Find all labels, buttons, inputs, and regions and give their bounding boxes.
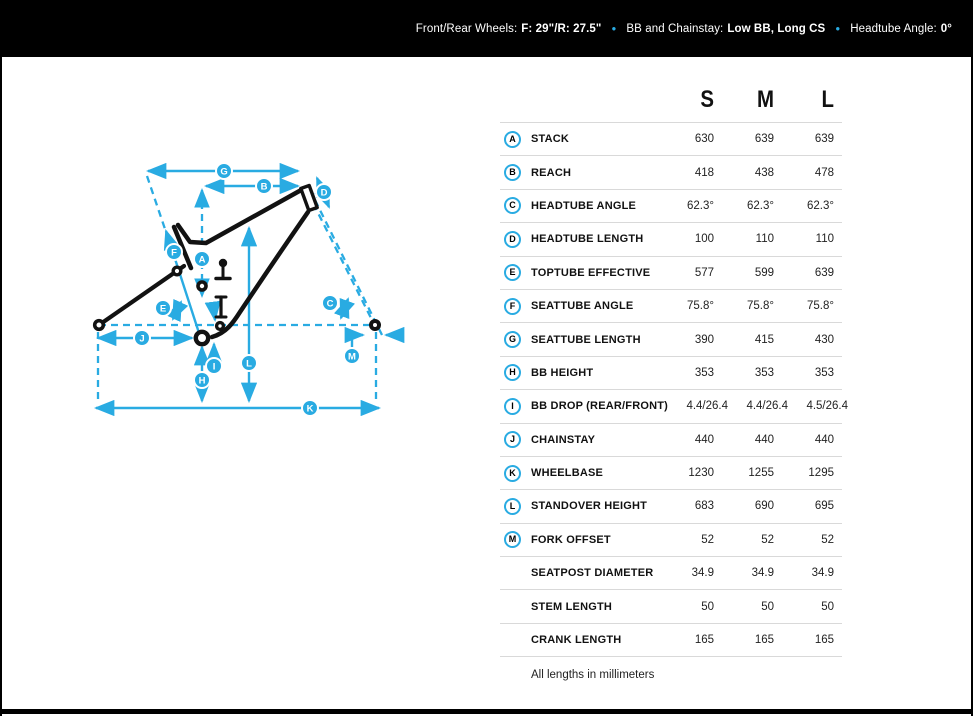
table-row (500, 424, 842, 457)
diagram-badge-f (166, 244, 182, 260)
table-row (500, 590, 842, 623)
row-badge: F (504, 298, 521, 315)
diagram-badge-k (302, 400, 318, 416)
diagram-badge-e (155, 300, 171, 316)
value-s: 418 (694, 166, 714, 179)
diagram-badge-c (322, 295, 338, 311)
value-s: 440 (694, 433, 714, 446)
value-m: 165 (754, 634, 774, 647)
rear-axle (95, 321, 104, 330)
svg-text:E: E (159, 303, 167, 315)
value-l: 695 (814, 500, 834, 513)
value-s: 1230 (688, 467, 714, 480)
table-row (500, 624, 842, 657)
bb-chainstay-value: Low BB, Long CS (727, 22, 826, 35)
row-badge: M (504, 531, 521, 548)
value-l: 478 (814, 166, 834, 179)
row-label: WHEELBASE (531, 467, 604, 480)
value-s: 50 (701, 600, 714, 613)
headtube-angle-value: 0° (940, 22, 952, 35)
bottom-bar (0, 709, 973, 714)
svg-text:F: F (171, 247, 177, 259)
value-s: 165 (694, 634, 714, 647)
diagram-badge-j (134, 330, 150, 346)
table-header (500, 78, 842, 123)
bottom-bracket (196, 332, 208, 344)
value-l: 34.9 (811, 567, 834, 580)
svg-text:K: K (306, 403, 314, 415)
svg-text:I: I (212, 361, 216, 373)
table-row (500, 457, 842, 490)
row-label: CHAINSTAY (531, 433, 596, 446)
row-badge: C (504, 197, 521, 214)
seatpost-icon (216, 260, 230, 279)
value-l: 62.3° (807, 199, 834, 212)
svg-text:C: C (326, 298, 334, 310)
value-l: 50 (821, 600, 834, 613)
diagram-badge-d (316, 184, 332, 200)
row-label: TOPTUBE EFFECTIVE (531, 266, 651, 279)
value-m: 415 (754, 333, 774, 346)
seattube-marker (198, 282, 206, 290)
row-badge: G (504, 331, 521, 348)
svg-text:J: J (139, 333, 145, 345)
svg-text:G: G (220, 166, 228, 178)
value-s: 34.9 (691, 567, 714, 580)
value-l: 639 (814, 266, 834, 279)
value-s: 683 (694, 500, 714, 513)
value-l: 52 (821, 533, 834, 546)
table-row (500, 190, 842, 223)
seatpost-insert-icon (216, 297, 226, 317)
svg-text:H: H (198, 375, 206, 387)
value-m: 639 (754, 133, 774, 146)
value-m: 75.8° (747, 300, 774, 313)
value-m: 438 (754, 166, 774, 179)
row-badge: B (504, 164, 521, 181)
value-m: 52 (761, 533, 774, 546)
headtube-angle-label: Headtube Angle: (850, 22, 937, 35)
diagram-badge-m (344, 348, 360, 364)
units-note: All lengths in millimeters (531, 669, 655, 682)
table-row (500, 390, 849, 423)
value-l: 75.8° (807, 300, 834, 313)
value-s: 75.8° (687, 300, 714, 313)
row-badge: L (504, 498, 521, 515)
value-l: 639 (814, 133, 834, 146)
pivot (173, 267, 181, 275)
value-s: 390 (694, 333, 714, 346)
value-m: 353 (754, 366, 774, 379)
table-row (500, 490, 842, 523)
value-m: 599 (754, 266, 774, 279)
bullet-separator: ● (611, 23, 617, 33)
row-badge: K (504, 465, 521, 482)
diagram-badge-g (216, 163, 232, 179)
row-label: STEM LENGTH (531, 600, 613, 613)
value-s: 630 (694, 133, 714, 146)
row-badge: D (504, 231, 521, 248)
table-row (500, 357, 842, 390)
wheel-spec-value: F: 29"/R: 27.5" (521, 22, 602, 35)
bb-drop-marker (217, 323, 224, 330)
row-label: FORK OFFSET (531, 533, 611, 546)
table-row (500, 290, 842, 323)
svg-text:B: B (260, 181, 268, 193)
row-label: STANDOVER HEIGHT (531, 500, 648, 513)
value-s: 353 (694, 366, 714, 379)
column-header-m: M (757, 86, 774, 113)
bullet-separator: ● (835, 23, 841, 33)
row-label: SEATTUBE LENGTH (531, 333, 641, 346)
svg-text:A: A (198, 254, 206, 266)
diagram-badge-h (194, 372, 210, 388)
front-axle (371, 321, 379, 329)
row-label: SEATPOST DIAMETER (531, 567, 654, 580)
value-m: 50 (761, 600, 774, 613)
diagram-badge-l (241, 355, 257, 371)
diagram-badge-i (206, 358, 222, 374)
value-m: 62.3° (747, 199, 774, 212)
table-row (500, 524, 842, 557)
table-row (500, 123, 842, 156)
table-row (500, 323, 842, 356)
table-row (500, 557, 842, 590)
row-label: BB HEIGHT (531, 366, 594, 379)
row-badge: H (504, 364, 521, 381)
value-l: 430 (814, 333, 834, 346)
value-l: 4.5/26.4 (806, 400, 849, 413)
row-badge: I (504, 398, 521, 415)
svg-text:M: M (348, 351, 356, 363)
svg-text:D: D (320, 187, 328, 199)
column-header-s: S (700, 86, 714, 113)
svg-text:L: L (246, 358, 252, 370)
wheel-spec-label: Front/Rear Wheels: (415, 22, 518, 35)
frame-outline (95, 186, 379, 345)
table-row (500, 257, 842, 290)
value-l: 353 (814, 366, 834, 379)
dimension-lines (96, 171, 400, 408)
diagram-badge-b (256, 178, 272, 194)
row-label: CRANK LENGTH (531, 634, 622, 647)
row-badge: J (504, 431, 521, 448)
row-label: HEADTUBE ANGLE (531, 199, 637, 212)
value-l: 165 (814, 634, 834, 647)
table-row (500, 156, 842, 189)
row-badge: E (504, 264, 521, 281)
value-l: 1295 (808, 467, 834, 480)
row-label: SEATTUBE ANGLE (531, 300, 634, 313)
dashed-construction-lines (98, 176, 382, 403)
value-m: 110 (755, 233, 774, 246)
row-label: REACH (531, 166, 572, 179)
value-l: 440 (814, 433, 834, 446)
value-s: 4.4/26.4 (686, 400, 729, 413)
row-badge: A (504, 131, 521, 148)
bb-chainstay-label: BB and Chainstay: (626, 22, 724, 35)
value-m: 690 (754, 500, 774, 513)
row-label: HEADTUBE LENGTH (531, 233, 644, 246)
row-label: STACK (531, 133, 570, 146)
value-s: 62.3° (687, 199, 714, 212)
column-header-l: L (821, 86, 834, 113)
value-m: 1255 (748, 467, 774, 480)
geometry-table (500, 78, 849, 682)
value-s: 52 (701, 533, 714, 546)
value-s: 100 (694, 233, 714, 246)
table-row (500, 223, 842, 256)
value-l: 110 (815, 233, 834, 246)
row-label: BB DROP (REAR/FRONT) (531, 400, 669, 413)
value-m: 4.4/26.4 (746, 400, 789, 413)
diagram-badge-a (194, 251, 210, 267)
value-m: 34.9 (751, 567, 774, 580)
value-m: 440 (754, 433, 774, 446)
value-s: 577 (694, 266, 714, 279)
